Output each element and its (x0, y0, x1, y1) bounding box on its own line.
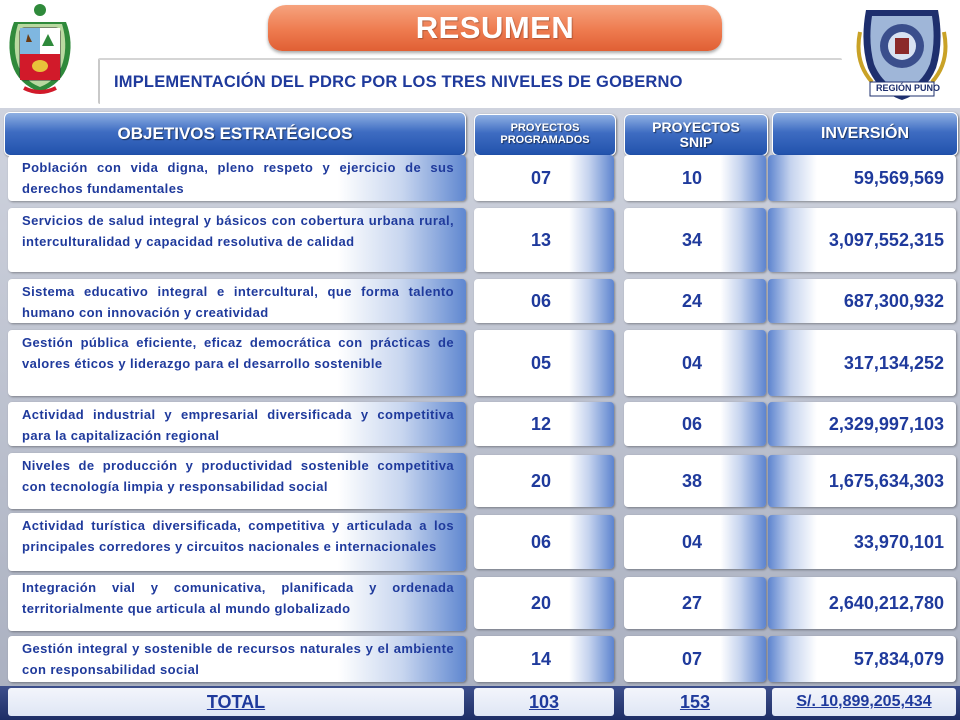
total-inversion: S/. 10,899,205,434 (796, 693, 932, 710)
table-row-4-snip (624, 330, 766, 396)
header-programados-line2: PROGRAMADOS (500, 134, 590, 146)
table-row-8-objetivo (8, 575, 466, 631)
region-puno-logo-icon (852, 2, 952, 108)
programados-value: 07 (530, 167, 552, 188)
snip-value: 04 (681, 531, 703, 552)
table-row-2-inversion (768, 208, 956, 272)
table-row-1-snip (624, 155, 766, 201)
inversion-value: 59,569,569 (853, 167, 944, 188)
programados-value: 20 (530, 592, 552, 613)
peru-coat-of-arms-icon (4, 2, 76, 98)
table-row-7-objetivo (8, 513, 466, 571)
table-row-5-inversion (768, 402, 956, 446)
table-row-6-objetivo (8, 453, 466, 509)
programados-value: 14 (530, 648, 552, 669)
objetivo-text: Servicios de salud integral y básicos con cobertura urbana rural, interculturalidad y capacidad resolutiva de calidad (22, 213, 454, 249)
table-row-7-inversion (768, 515, 956, 569)
page-subtitle: IMPLEMENTACIÓN DEL PDRC POR LOS TRES NIVELES DE GOBERNO (114, 72, 683, 91)
header-objetivos (4, 112, 466, 156)
table-row-6-programados (474, 455, 614, 507)
header-snip-line1: PROYECTOS (652, 119, 740, 136)
table-row-6-snip (624, 455, 766, 507)
table-row-3-snip (624, 279, 766, 323)
snip-value: 10 (681, 167, 703, 188)
programados-value: 06 (530, 531, 552, 552)
table-row-4-programados (474, 330, 614, 396)
inversion-value: 2,640,212,780 (828, 592, 944, 613)
inversion-value: 687,300,932 (843, 290, 944, 311)
programados-value: 20 (530, 470, 552, 491)
inversion-value: 317,134,252 (843, 352, 944, 373)
table-row-1-inversion (768, 155, 956, 201)
table-row-9-inversion (768, 636, 956, 682)
table-row-7-programados (474, 515, 614, 569)
total-label: TOTAL (206, 691, 266, 712)
header-inversion-label: INVERSIÓN (820, 124, 909, 142)
total-snip: 153 (679, 691, 711, 712)
objetivo-text: Sistema educativo integral e intercultural, que forma talento humano con innovación y creatividad (22, 284, 454, 320)
title-banner (268, 5, 722, 51)
header-proyectos-programados (474, 114, 616, 156)
table-row-3-inversion (768, 279, 956, 323)
total-programados-cell (474, 688, 614, 716)
table-row-2-programados (474, 208, 614, 272)
table-row-7-snip (624, 515, 766, 569)
programados-value: 06 (530, 290, 552, 311)
objetivo-text: Niveles de producción y productividad sostenible competitiva con tecnología limpia y responsabilidad social (22, 458, 454, 494)
region-puno-caption: REGIÓN PUNO (876, 83, 941, 93)
table-row-5-objetivo (8, 402, 466, 446)
snip-value: 24 (681, 290, 703, 311)
objetivo-text: Población con vida digna, pleno respeto y ejercicio de sus derechos fundamentales (22, 160, 454, 196)
table-row-8-programados (474, 577, 614, 629)
programados-value: 12 (530, 413, 552, 434)
objetivo-text: Actividad turística diversificada, competitiva y articulada a los principales corredores y circuitos nacionales e internacionales (22, 518, 454, 554)
table-row-1-programados (474, 155, 614, 201)
table-row-2-snip (624, 208, 766, 272)
total-programados: 103 (528, 691, 560, 712)
snip-value: 27 (681, 592, 703, 613)
inversion-value: 3,097,552,315 (828, 229, 944, 250)
table-row-9-programados (474, 636, 614, 682)
table-row-4-objetivo (8, 330, 466, 396)
inversion-value: 57,834,079 (853, 648, 944, 669)
table-row-2-objetivo (8, 208, 466, 272)
objetivo-text: Integración vial y comunicativa, planificada y ordenada territorialmente que articula al mundo globalizado (22, 580, 454, 616)
total-snip-cell (624, 688, 766, 716)
programados-value: 05 (530, 352, 552, 373)
objetivo-text: Actividad industrial y empresarial diversificada y competitiva para la capitalización regional (22, 407, 454, 443)
header-programados-line1: PROYECTOS (510, 122, 580, 135)
snip-value: 38 (681, 470, 703, 491)
table-row-4-inversion (768, 330, 956, 396)
table-row-3-objetivo (8, 279, 466, 323)
objetivo-text: Gestión pública eficiente, eficaz democrática con prácticas de valores éticos y liderazgo para el desarrollo sostenible (22, 335, 454, 371)
table-row-6-inversion (768, 455, 956, 507)
total-label-cell (8, 688, 464, 716)
total-inversion-cell (772, 688, 956, 716)
snip-value: 07 (681, 648, 703, 669)
inversion-value: 33,970,101 (853, 531, 944, 552)
snip-value: 34 (681, 229, 703, 250)
table-row-8-snip (624, 577, 766, 629)
snip-value: 04 (681, 352, 703, 373)
table-row-8-inversion (768, 577, 956, 629)
snip-value: 06 (681, 413, 703, 434)
inversion-value: 2,329,997,103 (828, 413, 944, 434)
page-title: RESUMEN (415, 10, 575, 45)
header-objetivos-label: OBJETIVOS ESTRATÉGICOS (117, 124, 353, 144)
header-snip-line2: SNIP (679, 134, 713, 150)
programados-value: 13 (530, 229, 552, 250)
header-proyectos-snip (624, 114, 768, 156)
table-row-5-programados (474, 402, 614, 446)
inversion-value: 1,675,634,303 (828, 470, 944, 491)
header-inversion (772, 112, 958, 156)
table-row-3-programados (474, 279, 614, 323)
subtitle-box (98, 58, 842, 104)
table-row-5-snip (624, 402, 766, 446)
table-row-9-objetivo (8, 636, 466, 682)
table-row-9-snip (624, 636, 766, 682)
table-row-1-objetivo (8, 155, 466, 201)
objetivo-text: Gestión integral y sostenible de recursos naturales y el ambiente con responsabilidad social (22, 641, 454, 677)
